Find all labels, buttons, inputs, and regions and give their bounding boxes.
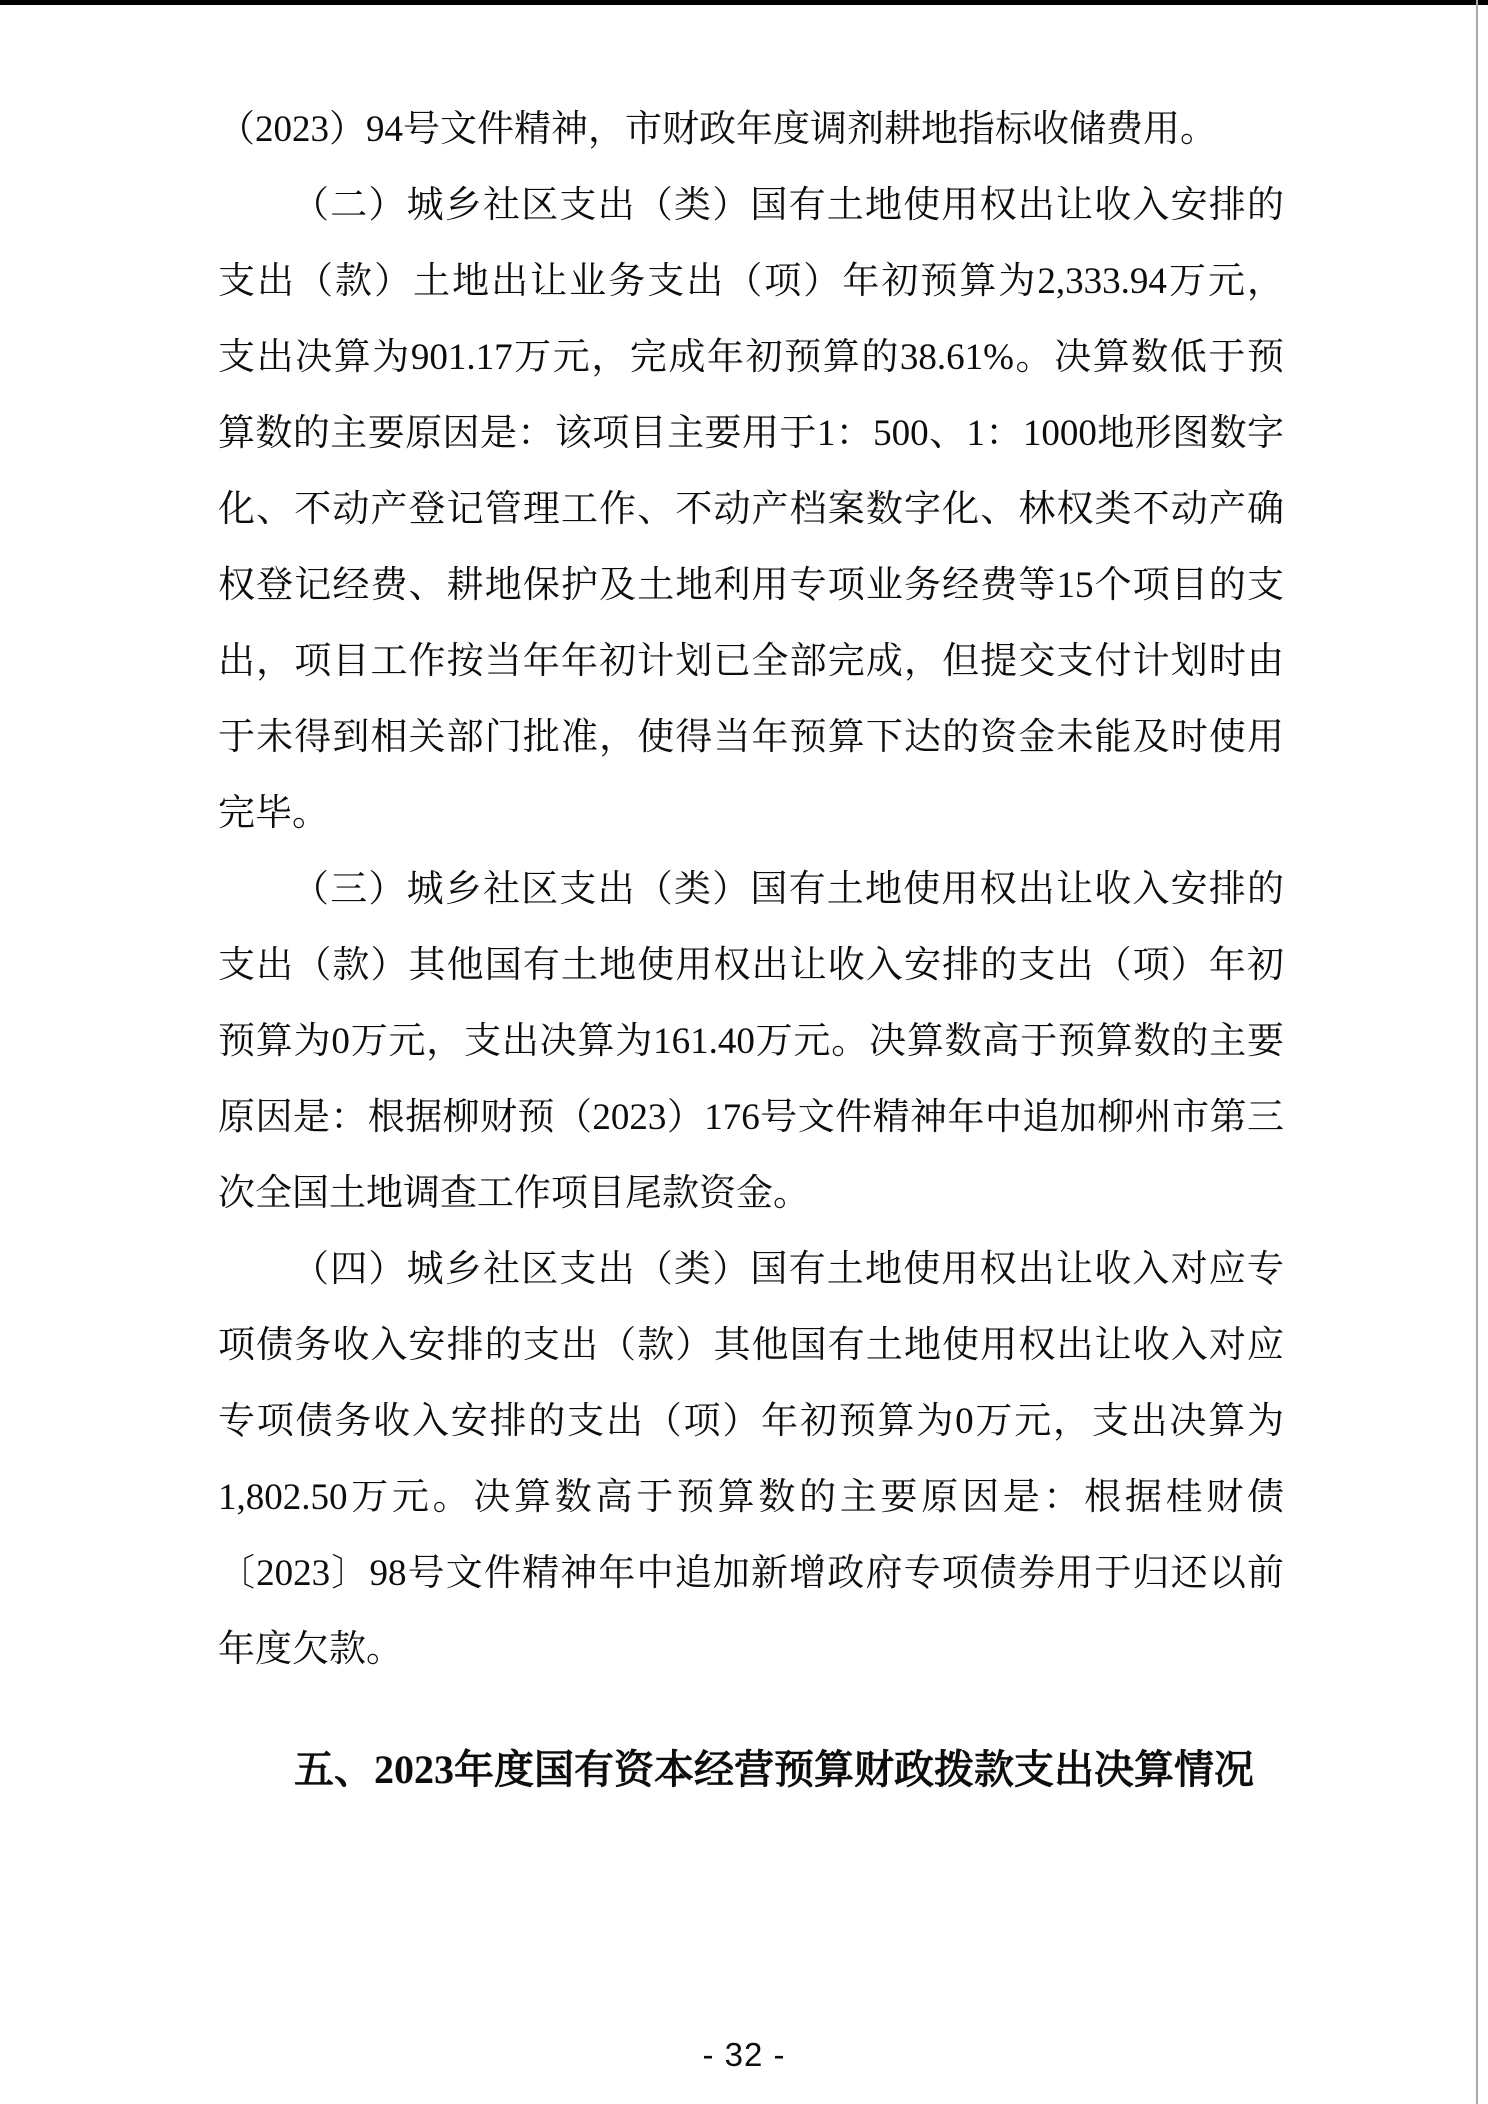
text-line: 支出（款）土地出让业务支出（项）年初预算为2,333.94万元， bbox=[218, 261, 1284, 302]
text-line: 化、不动产登记管理工作、不动产档案数字化、林权类不动产确 bbox=[218, 489, 1284, 530]
text-line: （二）城乡社区支出（类）国有土地使用权出让收入安排的 bbox=[292, 185, 1284, 226]
paragraph bbox=[218, 1232, 1284, 1688]
text-line: 支出（款）其他国有土地使用权出让收入安排的支出（项）年初 bbox=[218, 945, 1284, 986]
document-body bbox=[218, 92, 1284, 1810]
scan-right-edge-line bbox=[1476, 0, 1478, 2104]
text-line: 于未得到相关部门批准，使得当年预算下达的资金未能及时使用 bbox=[218, 717, 1284, 758]
text-line: 权登记经费、耕地保护及土地利用专项业务经费等15个项目的支 bbox=[218, 565, 1284, 606]
text-line: 完毕。 bbox=[218, 793, 329, 834]
paragraph bbox=[218, 852, 1284, 1232]
section-heading: 五、2023年度国有资本经营预算财政拨款支出决算情况 bbox=[294, 1747, 1254, 1792]
text-line: 1,802.50万元。决算数高于预算数的主要原因是：根据桂财债 bbox=[218, 1477, 1284, 1518]
paragraph bbox=[218, 168, 1284, 852]
page-number: - 32 - bbox=[702, 2036, 786, 2073]
text-line: （四）城乡社区支出（类）国有土地使用权出让收入对应专 bbox=[292, 1249, 1284, 1290]
text-line: 算数的主要原因是：该项目主要用于1：500、1：1000地形图数字 bbox=[218, 413, 1284, 454]
text-line: （2023）94号文件精神，市财政年度调剂耕地指标收储费用。 bbox=[218, 109, 1217, 150]
text-line: 原因是：根据柳财预（2023）176号文件精神年中追加柳州市第三 bbox=[218, 1097, 1284, 1138]
text-line: 项债务收入安排的支出（款）其他国有土地使用权出让收入对应 bbox=[218, 1325, 1284, 1366]
text-line: 出，项目工作按当年年初计划已全部完成，但提交支付计划时由 bbox=[218, 641, 1284, 682]
text-line: 专项债务收入安排的支出（项）年初预算为0万元，支出决算为 bbox=[218, 1401, 1284, 1442]
scan-top-edge-bar bbox=[0, 0, 1488, 5]
continuation-paragraph bbox=[218, 92, 1284, 168]
text-line: 年度欠款。 bbox=[218, 1629, 403, 1670]
text-line: 次全国土地调查工作项目尾款资金。 bbox=[218, 1173, 810, 1214]
text-line: 支出决算为901.17万元，完成年初预算的38.61%。决算数低于预 bbox=[218, 337, 1284, 378]
text-line: （三）城乡社区支出（类）国有土地使用权出让收入安排的 bbox=[292, 869, 1284, 910]
text-line: 预算为0万元，支出决算为161.40万元。决算数高于预算数的主要 bbox=[218, 1021, 1284, 1062]
text-line: 〔2023〕98号文件精神年中追加新增政府专项债券用于归还以前 bbox=[218, 1553, 1284, 1594]
